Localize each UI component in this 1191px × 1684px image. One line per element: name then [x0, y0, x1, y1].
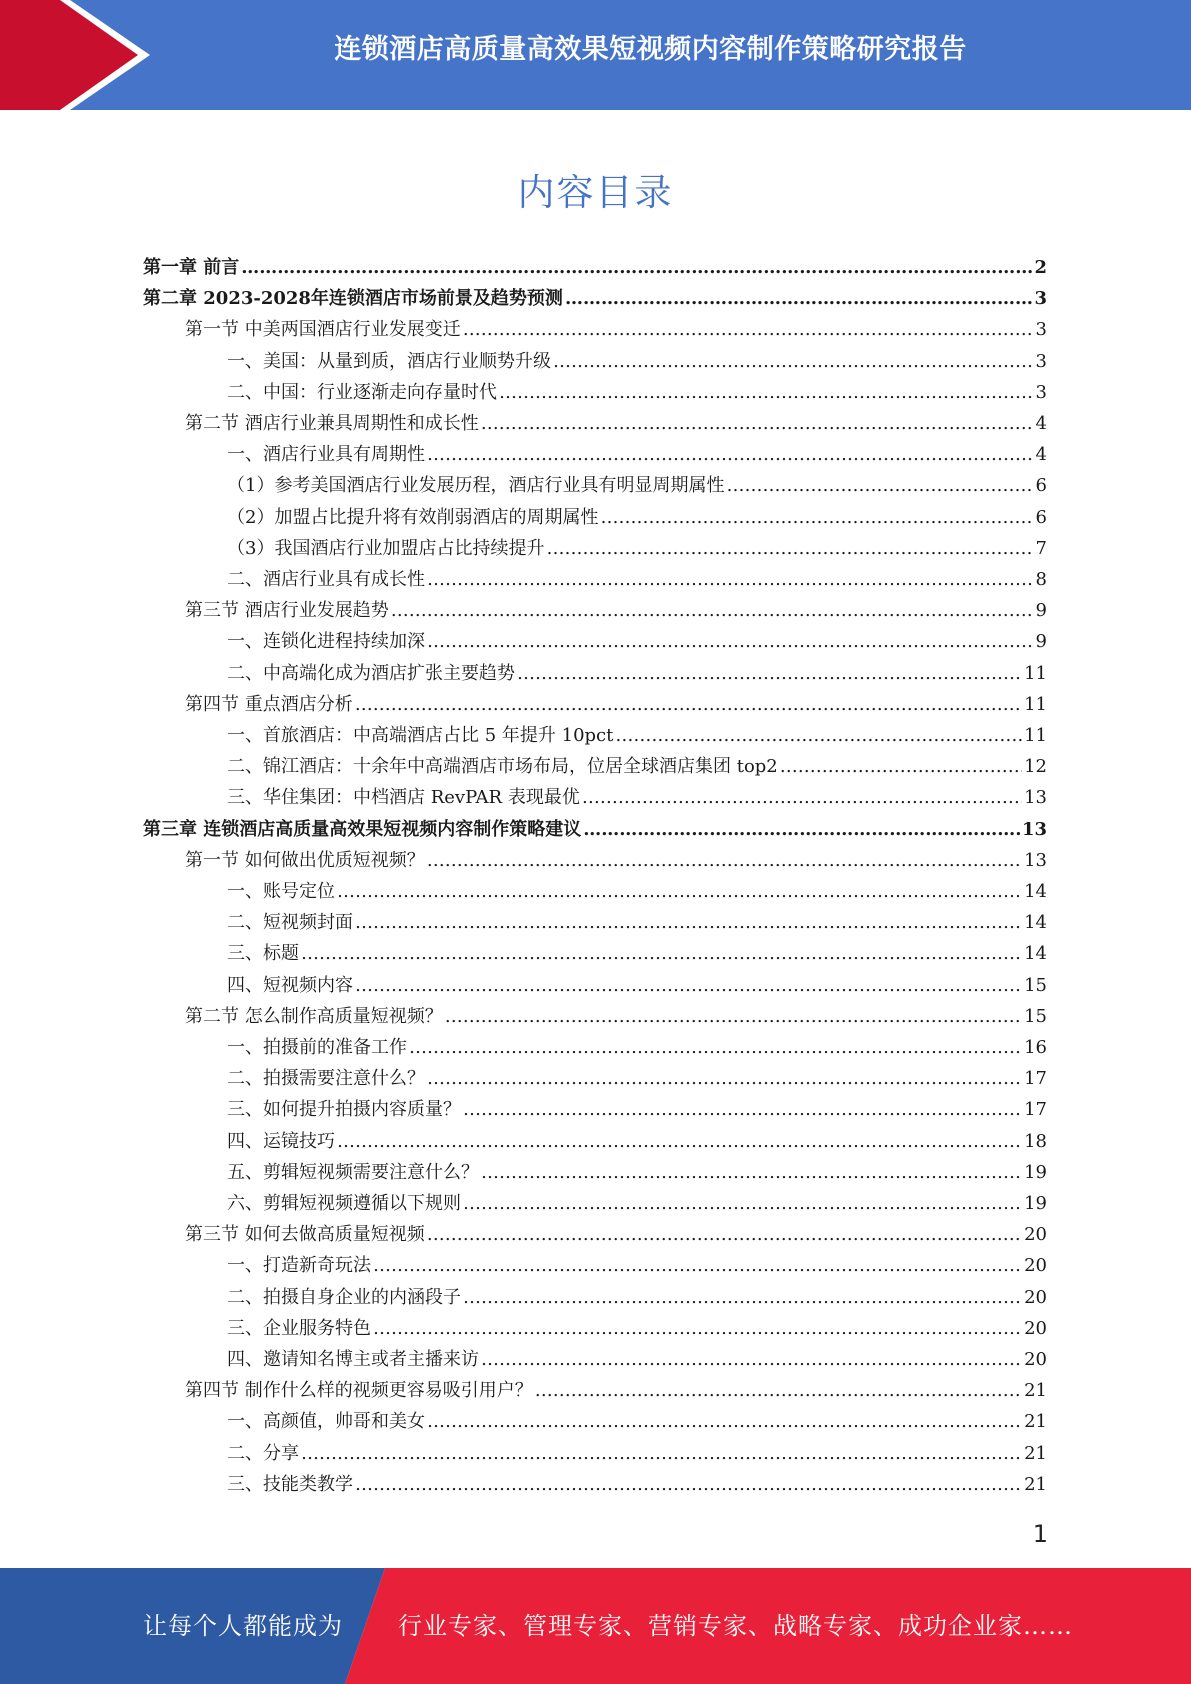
toc-entry-page: 15 — [1024, 1005, 1047, 1027]
toc-entry-page: 18 — [1024, 1130, 1047, 1152]
toc-entry[interactable] — [143, 721, 1047, 747]
toc-entry-page: 14 — [1024, 943, 1047, 965]
toc-entry-label: 四、邀请知名博主或者主播来访 — [227, 1349, 479, 1370]
toc-leader-dots — [373, 1255, 1022, 1276]
toc-leader-dots — [481, 413, 1034, 434]
toc-leader-dots — [481, 1349, 1022, 1370]
toc-entry-label: 一、拍摄前的准备工作 — [227, 1037, 407, 1058]
toc-entry[interactable] — [143, 471, 1047, 497]
toc-entry-label: 第四节 制作什么样的视频更容易吸引用户？ — [185, 1380, 533, 1402]
toc-entry[interactable] — [143, 1158, 1047, 1184]
report-header — [0, 0, 1191, 110]
toc-entry[interactable] — [143, 378, 1047, 404]
toc-entry[interactable] — [143, 1407, 1047, 1433]
toc-entry-page: 19 — [1024, 1193, 1047, 1214]
toc-entry[interactable] — [143, 1314, 1047, 1340]
toc-entry[interactable] — [143, 253, 1047, 279]
toc-leader-dots — [409, 1037, 1022, 1058]
toc-entry-label: 第二节 怎么制作高质量短视频？ — [185, 1005, 443, 1027]
toc-entry[interactable] — [143, 1095, 1047, 1121]
toc-entry-page: 11 — [1024, 662, 1047, 684]
toc-entry[interactable] — [143, 409, 1047, 435]
toc-leader-dots — [427, 444, 1034, 465]
toc-entry[interactable] — [143, 877, 1047, 903]
toc-entry-page: 2 — [1034, 257, 1047, 278]
toc-entry-page: 4 — [1035, 444, 1047, 466]
toc-leader-dots — [517, 663, 1022, 684]
toc-entry[interactable] — [143, 1064, 1047, 1090]
toc-entry-label: 第三章 连锁酒店高质量高效果短视频内容制作策略建议 — [143, 818, 582, 840]
toc-entry-page: 8 — [1035, 569, 1047, 590]
toc-entry-page: 7 — [1035, 537, 1047, 559]
toc-entry[interactable] — [143, 939, 1047, 965]
toc-entry-page: 14 — [1024, 912, 1047, 934]
toc-leader-dots — [355, 975, 1022, 996]
toc-entry-label: 五、剪辑短视频需要注意什么？ — [227, 1161, 479, 1183]
toc-entry-page: 3 — [1034, 288, 1047, 310]
toc-entry-label: 一、账号定位 — [227, 881, 335, 902]
footer-slogan-left: 让每个人都能成为 — [143, 1612, 343, 1640]
toc-entry[interactable] — [143, 1220, 1047, 1246]
toc-entry-label: （3）我国酒店行业加盟店占比持续提升 — [227, 537, 545, 559]
toc-leader-dots — [780, 756, 1022, 777]
toc-entry[interactable] — [143, 284, 1047, 310]
toc-leader-dots — [427, 850, 1022, 871]
toc-entry[interactable] — [143, 690, 1047, 716]
toc-entry-label: 四、运镜技巧 — [227, 1130, 335, 1152]
toc-entry-page: 11 — [1024, 693, 1047, 715]
toc-entry-page: 3 — [1035, 319, 1047, 341]
toc-leader-dots — [463, 1193, 1022, 1214]
toc-entry-label: 六、剪辑短视频遵循以下规则 — [227, 1193, 461, 1214]
toc-entry-label: 二、酒店行业具有成长性 — [227, 569, 425, 590]
toc-entry[interactable] — [143, 1033, 1047, 1059]
toc-entry-page: 20 — [1024, 1224, 1047, 1246]
toc-entry-label: 三、标题 — [227, 943, 299, 965]
toc-leader-dots — [463, 1287, 1022, 1308]
toc-entry-label: 第一章 前言 — [143, 257, 240, 278]
toc-leader-dots — [427, 569, 1034, 590]
toc-entry-label: 一、连锁化进程持续加深 — [227, 631, 425, 653]
toc-entry-label: 三、技能类教学 — [227, 1473, 353, 1495]
toc-leader-dots — [373, 1318, 1022, 1339]
toc-entry-page: 9 — [1035, 600, 1047, 622]
toc-entry[interactable] — [143, 1283, 1047, 1309]
toc-entry-label: 二、拍摄自身企业的内涵段子 — [227, 1286, 461, 1308]
page-number: 1 — [1032, 1520, 1048, 1548]
toc-entry-page: 3 — [1035, 350, 1047, 372]
toc-entry-page: 6 — [1035, 506, 1047, 528]
toc-entry[interactable] — [143, 783, 1047, 809]
toc-entry-label: 二、锦江酒店：十余年中高端酒店市场布局，位居全球酒店集团 top2 — [227, 756, 778, 778]
toc-entry-page: 21 — [1024, 1442, 1047, 1464]
toc-leader-dots — [301, 1443, 1022, 1464]
report-title: 连锁酒店高质量高效果短视频内容制作策略研究报告 — [334, 34, 967, 65]
toc-leader-dots — [615, 725, 1022, 746]
toc-entry-label: 第一节 中美两国酒店行业发展变迁 — [185, 319, 461, 341]
toc-leader-dots — [427, 1068, 1022, 1089]
toc-entry-label: （1）参考美国酒店行业发展历程，酒店行业具有明显周期属性 — [227, 475, 725, 497]
toc-entry-label: 二、中国：行业逐渐走向存量时代 — [227, 381, 497, 403]
toc-heading: 内容目录 — [517, 171, 674, 214]
toc-entry-page: 15 — [1024, 974, 1047, 996]
toc-leader-dots — [337, 1131, 1022, 1152]
toc-entry-page: 20 — [1024, 1286, 1047, 1308]
toc-leader-dots — [355, 1474, 1022, 1495]
toc-entry[interactable] — [143, 846, 1047, 872]
toc-entry-page: 16 — [1024, 1037, 1047, 1058]
toc-entry-label: 三、华住集团：中档酒店 RevPAR 表现最优 — [227, 787, 580, 809]
toc-entry[interactable] — [143, 1002, 1047, 1028]
toc-entry-page: 20 — [1024, 1317, 1047, 1339]
toc-entry-label: 三、如何提升拍摄内容质量？ — [227, 1099, 461, 1121]
toc-entry-label: 二、中高端化成为酒店扩张主要趋势 — [227, 662, 515, 684]
toc-leader-dots — [355, 694, 1022, 715]
toc-entry-page: 17 — [1024, 1099, 1047, 1121]
toc-entry[interactable] — [143, 1345, 1047, 1371]
toc-entry[interactable] — [143, 534, 1047, 560]
toc-entry[interactable] — [143, 815, 1047, 841]
toc-entry-page: 6 — [1035, 475, 1047, 497]
toc-entry[interactable] — [143, 1470, 1047, 1496]
toc-leader-dots — [600, 507, 1033, 528]
toc-leader-dots — [726, 475, 1033, 496]
toc-entry[interactable] — [143, 596, 1047, 622]
toc-entry[interactable] — [143, 1439, 1047, 1465]
toc-entry-label: 二、拍摄需要注意什么？ — [227, 1068, 425, 1090]
toc-leader-dots — [391, 600, 1034, 621]
toc-leader-dots — [463, 319, 1034, 340]
toc-entry-label: 第三节 如何去做高质量短视频 — [185, 1224, 425, 1246]
toc-entry-label: 第二节 酒店行业兼具周期性和成长性 — [185, 413, 479, 434]
toc-entry-label: 第四节 重点酒店分析 — [185, 693, 353, 715]
toc-leader-dots — [499, 382, 1034, 403]
toc-leader-dots — [535, 1380, 1022, 1401]
toc-entry-label: 第二章 2023-2028年连锁酒店市场前景及趋势预测 — [143, 288, 563, 310]
toc-leader-dots — [445, 1006, 1022, 1027]
toc-leader-dots — [427, 1224, 1022, 1245]
toc-entry-page: 13 — [1024, 849, 1047, 871]
toc-entry-label: 一、高颜值，帅哥和美女 — [227, 1411, 425, 1433]
toc-entry[interactable] — [143, 908, 1047, 934]
toc-entry[interactable] — [143, 347, 1047, 373]
toc-leader-dots — [337, 881, 1022, 902]
toc-leader-dots — [565, 288, 1033, 309]
toc-entry-label: 第一节 如何做出优质短视频？ — [185, 849, 425, 871]
toc-entry-label: 三、企业服务特色 — [227, 1317, 371, 1339]
toc-leader-dots — [301, 943, 1022, 964]
toc-entry-page: 3 — [1035, 381, 1047, 403]
toc-entry-label: 四、短视频内容 — [227, 974, 353, 996]
toc-entry[interactable] — [143, 971, 1047, 997]
toc-entry[interactable] — [143, 315, 1047, 341]
toc-leader-dots — [463, 1099, 1022, 1120]
toc-entry-page: 20 — [1024, 1349, 1047, 1370]
toc-leader-dots — [481, 1162, 1022, 1183]
page-footer — [0, 1568, 1191, 1684]
toc-entry-label: 二、短视频封面 — [227, 912, 353, 934]
footer-slogan-right: 行业专家、管理专家、营销专家、战略专家、成功企业家…… — [398, 1612, 1073, 1640]
toc-entry[interactable] — [143, 752, 1047, 778]
toc-leader-dots — [582, 787, 1022, 808]
toc-entry-page: 9 — [1035, 631, 1047, 653]
toc-entry-label: （2）加盟占比提升将有效削弱酒店的周期属性 — [227, 506, 599, 528]
toc-entry[interactable] — [143, 1251, 1047, 1277]
toc-entry[interactable] — [143, 565, 1047, 591]
toc-entry-page: 20 — [1024, 1255, 1047, 1277]
toc-entry-label: 一、首旅酒店：中高端酒店占比 5 年提升 10pct — [227, 725, 614, 746]
toc-entry-label: 二、分享 — [227, 1442, 299, 1464]
toc-entry-label: 一、酒店行业具有周期性 — [227, 444, 425, 466]
toc-entry[interactable] — [143, 659, 1047, 685]
toc-leader-dots — [355, 912, 1022, 933]
toc-entry[interactable] — [143, 1127, 1047, 1153]
toc-entry[interactable] — [143, 503, 1047, 529]
toc-leader-dots — [546, 538, 1033, 559]
toc-entry[interactable] — [143, 1189, 1047, 1215]
toc-entry-page: 13 — [1021, 818, 1047, 840]
toc-entry[interactable] — [143, 440, 1047, 466]
toc-entry-label: 一、美国：从量到质，酒店行业顺势升级 — [227, 350, 551, 372]
toc-entry-page: 14 — [1024, 881, 1047, 902]
toc-leader-dots — [427, 631, 1034, 652]
toc-entry-page: 13 — [1024, 787, 1047, 809]
toc-entry[interactable] — [143, 1376, 1047, 1402]
toc-entry-page: 12 — [1024, 756, 1047, 778]
toc-entry[interactable] — [143, 627, 1047, 653]
toc-entry-page: 21 — [1024, 1473, 1047, 1495]
toc-entry-page: 17 — [1024, 1068, 1047, 1090]
toc-entry-label: 第三节 酒店行业发展趋势 — [185, 600, 389, 622]
toc-leader-dots — [241, 257, 1032, 278]
toc-leader-dots — [583, 819, 1020, 840]
toc-leader-dots — [427, 1411, 1022, 1432]
toc-entry-label: 一、打造新奇玩法 — [227, 1255, 371, 1277]
toc-entry-page: 4 — [1035, 413, 1047, 434]
toc-entry-page: 21 — [1024, 1380, 1047, 1402]
toc-leader-dots — [553, 351, 1034, 372]
toc-entry-page: 21 — [1024, 1411, 1047, 1433]
toc-entry-page: 19 — [1024, 1161, 1047, 1183]
toc-entry-page: 11 — [1024, 725, 1047, 746]
